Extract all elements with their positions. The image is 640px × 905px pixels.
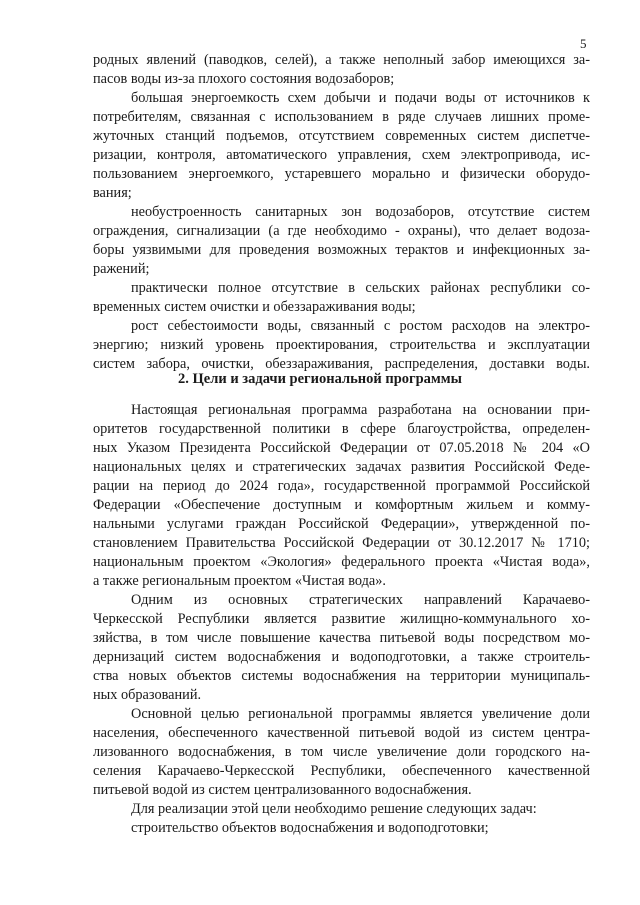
- text-line: нальными услугами граждан Российской Федерации», утвержденной по-: [93, 516, 590, 532]
- text-line: Федерации «Обеспечение доступным и комфортным жильем и комму-: [93, 497, 590, 513]
- text-line: национальным проектом «Экология» федерального проекта «Чистая вода»,: [93, 554, 590, 570]
- section-heading: 2. Цели и задачи региональной программы: [178, 371, 462, 387]
- text-line: лизованного водоснабжения, в том числе увеличение доли городского на-: [93, 744, 590, 760]
- text-line: потребителям, связанная с использованием в ряде случаев лишних проме-: [93, 109, 590, 125]
- text-line: дернизаций систем водоснабжения и водоподготовки, а также строитель-: [93, 649, 590, 665]
- text-line: питьевой водой из систем централизованного водоснабжения.: [93, 782, 472, 798]
- text-line: боры уязвимыми для проведения возможных терактов и инфекционных за-: [93, 242, 590, 258]
- text-line: национальных целях и стратегических задачах развития Российской Феде-: [93, 459, 590, 475]
- page-number: 5: [580, 36, 587, 51]
- text-line: населения, обеспеченного качественной питьевой водой из систем центра-: [93, 725, 590, 741]
- text-line: селения Карачаево-Черкесской Республики, обеспеченного качественной: [93, 763, 590, 779]
- text-line: рации на период до 2024 года», государственной программой Российской: [93, 478, 590, 494]
- text-line: практически полное отсутствие в сельских районах республики со-: [131, 280, 590, 296]
- text-line: Основной целью региональной программы является увеличение доли: [131, 706, 590, 722]
- text-line: систем забора, очистки, обеззараживания, распределения, доставки воды.: [93, 356, 590, 372]
- text-line: родных явлений (паводков, селей), а также неполный забор имеющихся за-: [93, 52, 590, 68]
- text-line: большая энергоемкость схем добычи и подачи воды от источников к: [131, 90, 590, 106]
- text-line: вания;: [93, 185, 132, 201]
- text-line: зяйства, в том числе повышение качества питьевой воды посредством мо-: [93, 630, 590, 646]
- text-line: пользованием энергоемкого, устаревшего морально и физически оборудо-: [93, 166, 590, 182]
- text-line: жуточных станций подъемов, отсутствием современных систем диспетче-: [93, 128, 590, 144]
- text-line: энергию; низкий уровень проектирования, строительства и эксплуатации: [93, 337, 590, 353]
- text-line: ражений;: [93, 261, 150, 277]
- text-line: становлением Правительства Российской Федерации от 30.12.2017 № 1710;: [93, 535, 590, 551]
- text-line: Черкесской Республики является развитие жилищно-коммунального хо-: [93, 611, 590, 627]
- text-line: ных Указом Президента Российской Федерации от 07.05.2018 № 204 «О: [93, 440, 590, 456]
- text-line: временных систем очистки и обеззараживания воды;: [93, 299, 416, 315]
- text-line: Одним из основных стратегических направлений Карачаево-: [131, 592, 590, 608]
- text-line: рост себестоимости воды, связанный с ростом расходов на электро-: [131, 318, 590, 334]
- text-line: а также региональным проектом «Чистая вода».: [93, 573, 386, 589]
- text-line: Настоящая региональная программа разработана на основании при-: [131, 402, 590, 418]
- text-line: ства новых объектов системы водоснабжения на территории муниципаль-: [93, 668, 590, 684]
- text-line: ных образований.: [93, 687, 202, 703]
- text-line: ограждения, сигнализации (а где необходимо - охраны), что делает водоза-: [93, 223, 590, 239]
- text-line: необустроенность санитарных зон водозаборов, отсутствие систем: [131, 204, 590, 220]
- text-line: пасов воды из-за плохого состояния водозаборов;: [93, 71, 395, 87]
- text-line: строительство объектов водоснабжения и водоподготовки;: [131, 820, 489, 836]
- text-line: оритетов государственной политики в сфере благоустройства, определен-: [93, 421, 590, 437]
- text-line: ризации, контроля, автоматического управления, схем электропривода, ис-: [93, 147, 590, 163]
- text-line: Для реализации этой цели необходимо решение следующих задач:: [131, 801, 537, 817]
